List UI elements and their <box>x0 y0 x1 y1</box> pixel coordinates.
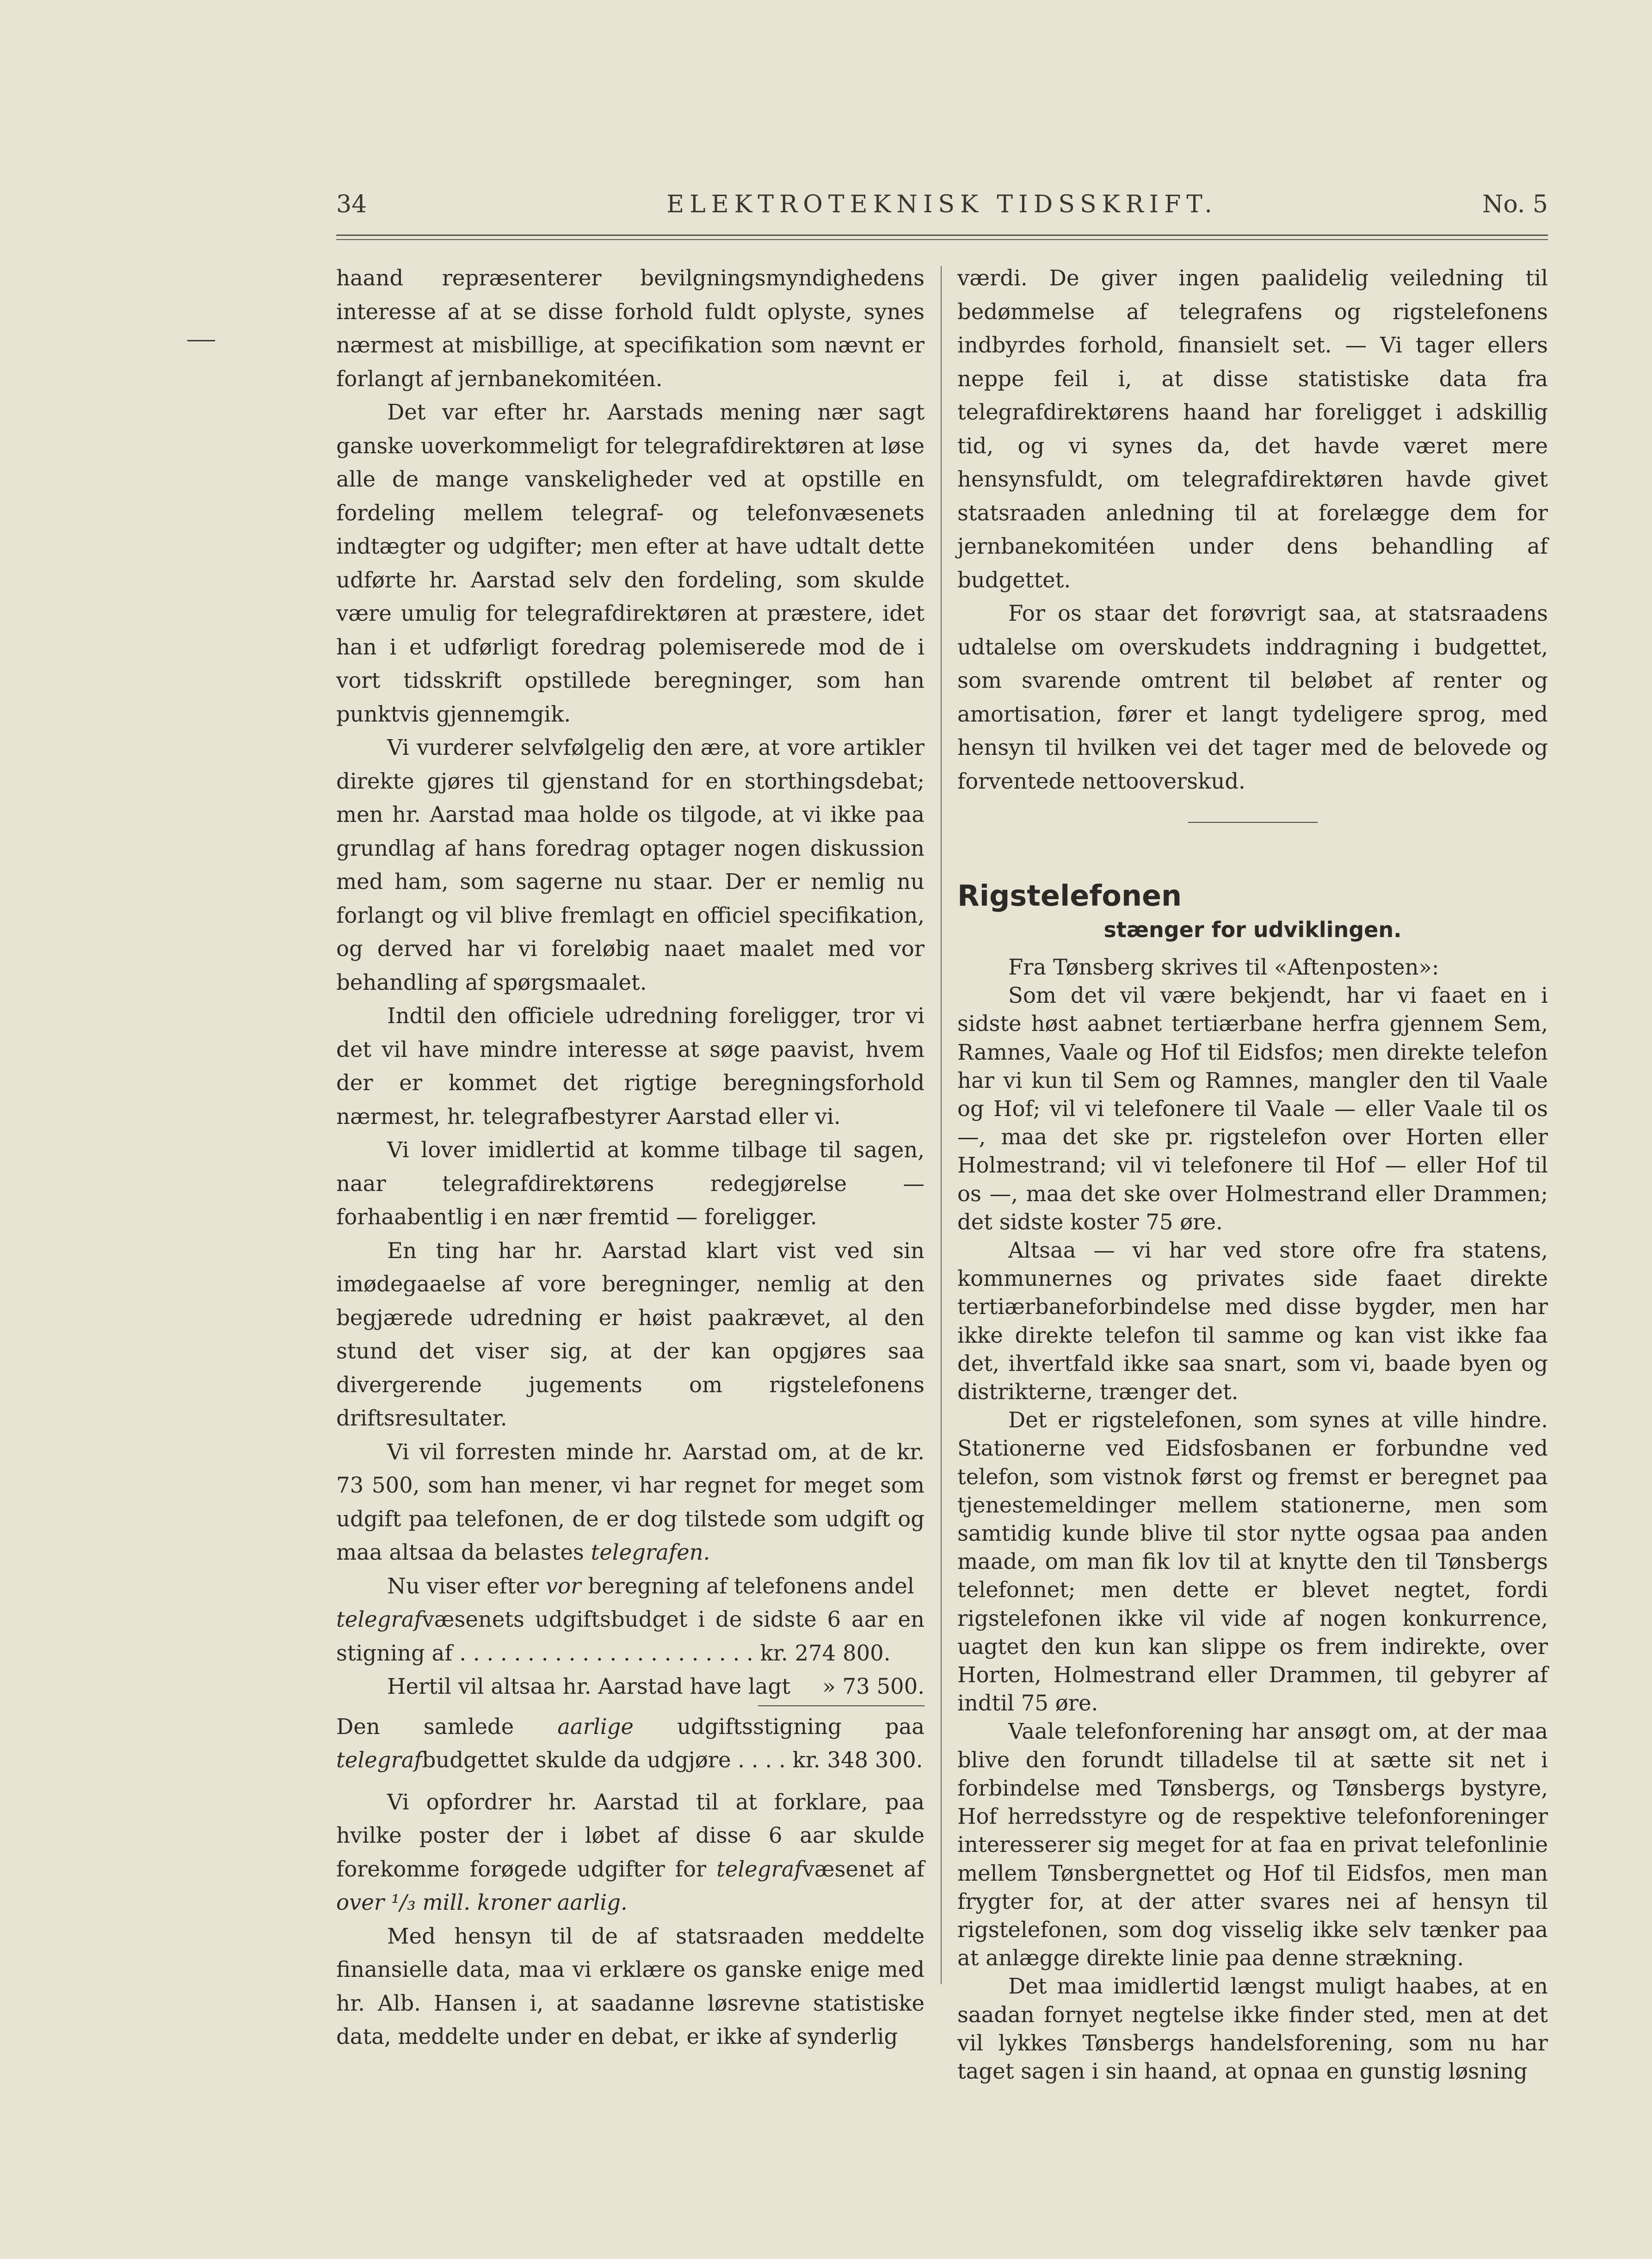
paragraph: Med hensyn til de af statsraaden meddelte finansielle data, maa vi erklære os ganske enige med hr. Alb. Hansen i, at saadanne løsrevne statistiske data, meddelte under en debat, er ikke af synderlig <box>336 1923 925 2049</box>
row-amount: kr. 274 800. <box>760 1640 891 1666</box>
page-number: 34 <box>336 191 367 218</box>
paragraph: Altsaa — vi har ved store ofre fra statens, kommunernes og privates side faaet direkte tertiærbaneforbindelse med disse bygder, men har ikke direkte telefon til samme og kan vist ikke faa det, ihvertfald ikke saa snart, som vi, baade byen og distrikterne, trænger det. <box>957 1238 1548 1405</box>
paragraph: Indtil den officiele udredning foreligger, tror vi det vil have mindre interesse at søge paavist, hvem der er kommet det rigtige beregningsforhold nærmest, hr. telegrafbestyrer Aarstad eller vi. <box>336 1003 925 1129</box>
text-run: beregning af telefonens andel <box>588 1573 914 1599</box>
column-divider <box>941 266 942 1984</box>
text-run: budgettet skulde da udgjøre . . . . <box>422 1747 786 1772</box>
issue-number: No. 5 <box>1482 191 1548 218</box>
paragraph: Som det vil være bekjendt, har vi faaet en i sidste høst aabnet tertiærbane herfra gjennem Sem, Ramnes, Vaale og Hof til Eidsfos; men direkte telefon har vi kun til Sem og Ramnes, mangler den til Vaale og Hof; vil vi telefonere til Vaale — eller Vaale til os —, maa det ske pr. rigstelefon over Horten eller Holmestrand; vil vi telefonere til Hof — eller Hof til os —, maa det ske over Holmestrand eller Drammen; det sidste koster 75 øre. <box>957 983 1548 1234</box>
emphasis: telegraf <box>336 1607 422 1632</box>
paragraph <box>336 1435 925 1569</box>
paragraph: Det maa imidlertid længst muligt haabes, at en saadan fornyet negtelse ikke finder sted, men at det vil lykkes Tønsbergs handelsforening, som nu har taget sagen i sin haand, at opnaa en gunstig løsning <box>957 1974 1548 2084</box>
paragraph: Vi vurderer selvfølgelig den ære, at vore artikler direkte gjøres til gjenstand for en storthingsdebat; men hr. Aarstad maa holde os tilgode, at vi ikke paa grundlag af hans foredrag optager nogen diskussion med ham, som sagerne nu staar. Der er nemlig nu forlangt og vil blive fremlagt en officiel specifikation, og derved har vi foreløbig naaet maalet med vor behandling af spørgsmaalet. <box>336 735 925 995</box>
paragraph: Vi lover imidlertid at komme tilbage til sagen, naar telegrafdirektørens redegjørelse — forhaabentlig i en nær fremtid — foreligger. <box>336 1137 925 1229</box>
header-rule <box>336 235 1548 236</box>
paragraph: haand repræsenterer bevilgningsmyndighedens interesse af at se disse forhold fuldt oplyste, synes nærmest at misbillige, at specifikation som nævnt er forlangt af jernbanekomitéen. <box>336 265 925 391</box>
left-column <box>336 261 925 2054</box>
table-row <box>336 1670 925 1704</box>
emphasis: vor <box>545 1573 581 1599</box>
paragraph <box>336 1785 925 1920</box>
emphasis: over ¹/₃ mill. kroner aarlig. <box>336 1890 628 1915</box>
paragraph: Det er rigstelefonen, som synes at ville hindre. Stationerne ved Eidsfosbanen er forbundne ved telefon, som vistnok først og fremst er beregnet paa tjenestemeldinger mellem stationerne, men som samtidig kunde blive til stor nytte ogsaa paa anden maade, om man fik lov til at knytte den til Tønsbergs telefonnet; men dette er blevet negtet, fordi rigstelefonen ikke vil vide af nogen konkurrence, uagtet den kun kan slippe os frem indirekte, over Horten, Holmestrand eller Drammen, til gebyrer af indtil 75 øre. <box>957 1407 1548 1716</box>
article-body <box>957 953 1548 2086</box>
sum-rule <box>758 1705 925 1706</box>
section-subtitle: stænger for udviklingen. <box>1103 917 1402 942</box>
header-rule-thin <box>336 239 1548 240</box>
emphasis: telegrafen. <box>591 1540 710 1565</box>
text-run: Vi opfordrer hr. Aarstad til at forklare, paa hvilke poster der i løbet af disse 6 aar skulde forekomme forøgede udgifter for <box>336 1789 925 1882</box>
paragraph: Vaale telefonforening har ansøgt om, at der maa blive den forundt tilladelse til at sætte sit net i forbindelse med Tønsbergs, og Tønsbergs bystyre, Hof herredsstyre og de respektive telefonforeninger interesserer sig meget for at faa en privat telefonlinie mellem Tønsbergnettet og Hof til Eidsfos, men man frygter for, at der atter svares nei af hensyn til rigstelefonen, som dog visselig ikke selv tænker paa at anlægge direkte linie paa denne strækning. <box>957 1719 1548 1971</box>
row-amount: » 73 500. <box>822 1674 925 1699</box>
row-label: væsenets udgiftsbudget i de sidste 6 aar en stigning af . . . . . . . . . . . . . . . . . . . . . . <box>336 1607 925 1666</box>
margin-mark <box>187 340 215 341</box>
section-divider <box>1188 822 1318 823</box>
text-run: udgiftsstigning paa <box>677 1714 925 1739</box>
section-title: Rigstelefonen <box>957 879 1182 913</box>
paragraph <box>336 1569 925 1603</box>
emphasis: telegraf <box>336 1747 422 1772</box>
text-run: Vi vil forresten minde hr. Aarstad om, at de kr. 73 500, som han mener, vi har regnet for meget som udgift paa telefonen, de er dog tilstede som udgift og maa altsaa da belastes <box>336 1439 925 1565</box>
journal-title: ELEKTROTEKNISK TIDSSKRIFT. <box>666 191 1218 218</box>
row-amount: kr. 348 300. <box>792 1747 923 1772</box>
text-run: Den samlede <box>336 1714 514 1739</box>
paragraph: værdi. De giver ingen paalidelig veiledning til bedømmelse af telegrafens og rigstelefonens indbyrdes forhold, finansielt set. — Vi tager ellers neppe feil i, at disse statistiske data fra telegrafdirektørens haand har foreligget i adskillig tid, og vi synes da, det havde været mere hensynsfuldt, om telegrafdirektøren havde givet statsraaden anledning til at forelægge dem for jernbanekomitéen under dens behandling af budgettet. <box>957 265 1548 593</box>
table-row <box>336 1710 925 1777</box>
paragraph: En ting har hr. Aarstad klart vist ved sin imødegaaelse af vore beregninger, nemlig at den begjærede udredning er høist paakrævet, al den stund det viser sig, at der kan opgjøres saa divergerende jugements om rigstelefonens driftsresultater. <box>336 1238 925 1431</box>
paragraph: Fra Tønsberg skrives til «Aftenposten»: <box>1008 955 1439 980</box>
emphasis: telegraf <box>716 1856 802 1882</box>
emphasis: aarlige <box>557 1714 634 1739</box>
text-run: Nu viser efter <box>387 1573 539 1599</box>
expense-table <box>336 1603 925 1777</box>
paragraph: Det var efter hr. Aarstads mening nær sagt ganske uoverkommeligt for telegrafdirektøren at løse alle de mange vanskeligheder ved at opstille en fordeling mellem telegraf- og telefonvæsenets indtægter og udgifter; men efter at have udtalt dette udførte hr. Aarstad selv den fordeling, som skulde være umulig for telegrafdirektøren at præstere, idet han i et udførligt foredrag polemiserede mod de i vort tidsskrift opstillede beregninger, som han punktvis gjennemgik. <box>336 400 925 727</box>
text-run: væsenet af <box>802 1856 925 1882</box>
row-label: Hertil vil altsaa hr. Aarstad have lagt <box>387 1674 790 1699</box>
table-row <box>336 1603 925 1670</box>
page-header <box>336 185 1548 222</box>
paragraph: For os staar det forøvrigt saa, at statsraadens udtalelse om overskudets inddragning i budgettet, som svarende omtrent til beløbet af renter og amortisation, fører et langt tydeligere sprog, med hensyn til hvilken vei det tager med de belovede og forventede nettooverskud. <box>957 601 1548 794</box>
right-column <box>957 261 1548 2086</box>
